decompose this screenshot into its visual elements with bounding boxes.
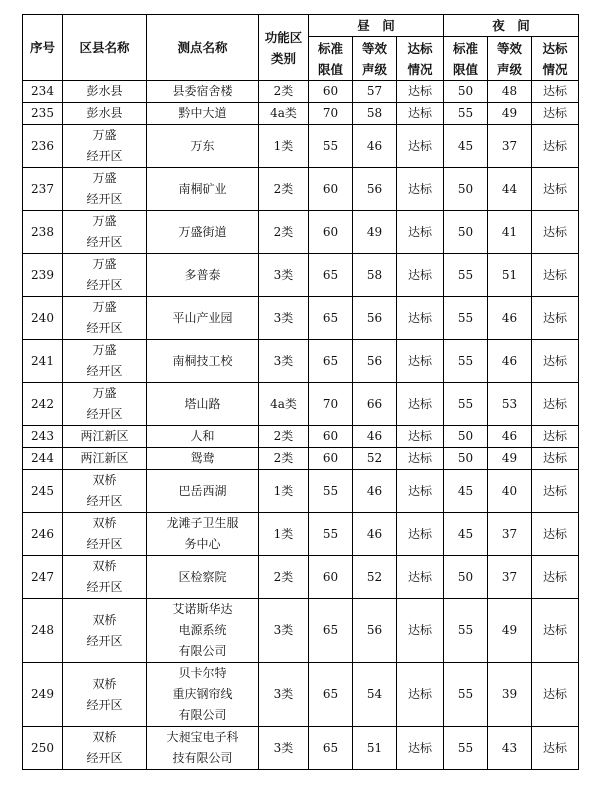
row-district-cell: 彭水县 bbox=[63, 103, 147, 125]
row-site-cell: 平山产业园 bbox=[147, 297, 259, 340]
table-row bbox=[23, 513, 579, 556]
row-night-limit-cell: 55 bbox=[444, 254, 488, 297]
row-site-cell: 塔山路 bbox=[147, 383, 259, 426]
row-day-limit-cell: 55 bbox=[309, 513, 353, 556]
row-night-level-cell: 46 bbox=[488, 340, 532, 383]
header-night: 夜 间 bbox=[444, 15, 579, 37]
row-day-status-cell: 达标 bbox=[397, 599, 444, 663]
row-day-limit-cell: 55 bbox=[309, 470, 353, 513]
row-night-status-cell: 达标 bbox=[532, 103, 579, 125]
row-district-cell: 双桥 经开区 bbox=[63, 513, 147, 556]
row-zone-cell: 4a类 bbox=[259, 103, 309, 125]
row-district-cell: 双桥 经开区 bbox=[63, 663, 147, 727]
row-day-limit-cell: 70 bbox=[309, 383, 353, 426]
row-day-limit-cell: 65 bbox=[309, 663, 353, 727]
row-day-status-cell: 达标 bbox=[397, 340, 444, 383]
row-day-status-cell: 达标 bbox=[397, 383, 444, 426]
row-night-status-cell: 达标 bbox=[532, 211, 579, 254]
table-row bbox=[23, 81, 579, 103]
row-site-cell: 大昶宝电子科 技有限公司 bbox=[147, 727, 259, 770]
table-row bbox=[23, 599, 579, 663]
header-site: 测点名称 bbox=[147, 15, 259, 81]
row-night-limit-cell: 50 bbox=[444, 448, 488, 470]
row-night-status-cell: 达标 bbox=[532, 448, 579, 470]
row-day-level-cell: 51 bbox=[353, 727, 397, 770]
row-day-status-cell: 达标 bbox=[397, 663, 444, 727]
table-row bbox=[23, 426, 579, 448]
row-zone-cell: 3类 bbox=[259, 297, 309, 340]
row-day-limit-cell: 65 bbox=[309, 297, 353, 340]
row-zone-cell: 2类 bbox=[259, 81, 309, 103]
row-night-limit-cell: 50 bbox=[444, 81, 488, 103]
row-site-cell: 艾诺斯华达 电源系统 有限公司 bbox=[147, 599, 259, 663]
row-night-status-cell: 达标 bbox=[532, 599, 579, 663]
row-night-status-cell: 达标 bbox=[532, 556, 579, 599]
header-day-status: 达标 情况 bbox=[397, 37, 444, 81]
row-day-level-cell: 52 bbox=[353, 448, 397, 470]
row-night-level-cell: 49 bbox=[488, 599, 532, 663]
row-night-level-cell: 46 bbox=[488, 297, 532, 340]
row-night-level-cell: 48 bbox=[488, 81, 532, 103]
row-night-status-cell: 达标 bbox=[532, 383, 579, 426]
row-night-limit-cell: 50 bbox=[444, 556, 488, 599]
row-night-level-cell: 51 bbox=[488, 254, 532, 297]
table-row bbox=[23, 383, 579, 426]
row-night-level-cell: 46 bbox=[488, 426, 532, 448]
table-header bbox=[23, 15, 579, 81]
row-district-cell: 两江新区 bbox=[63, 448, 147, 470]
table-row bbox=[23, 470, 579, 513]
row-zone-cell: 1类 bbox=[259, 513, 309, 556]
row-day-limit-cell: 60 bbox=[309, 168, 353, 211]
row-district-cell: 双桥 经开区 bbox=[63, 727, 147, 770]
row-night-status-cell: 达标 bbox=[532, 125, 579, 168]
row-zone-cell: 2类 bbox=[259, 448, 309, 470]
row-day-status-cell: 达标 bbox=[397, 727, 444, 770]
row-site-cell: 县委宿舍楼 bbox=[147, 81, 259, 103]
row-night-limit-cell: 50 bbox=[444, 426, 488, 448]
table-row bbox=[23, 211, 579, 254]
row-site-cell: 龙滩子卫生服 务中心 bbox=[147, 513, 259, 556]
row-day-status-cell: 达标 bbox=[397, 513, 444, 556]
row-seq-cell: 243 bbox=[23, 426, 63, 448]
header-day-level: 等效 声级 bbox=[353, 37, 397, 81]
row-night-limit-cell: 55 bbox=[444, 103, 488, 125]
row-district-cell: 万盛 经开区 bbox=[63, 125, 147, 168]
row-night-limit-cell: 55 bbox=[444, 599, 488, 663]
row-day-level-cell: 56 bbox=[353, 168, 397, 211]
row-district-cell: 万盛 经开区 bbox=[63, 211, 147, 254]
row-zone-cell: 3类 bbox=[259, 727, 309, 770]
row-day-status-cell: 达标 bbox=[397, 448, 444, 470]
row-day-limit-cell: 60 bbox=[309, 448, 353, 470]
row-day-status-cell: 达标 bbox=[397, 211, 444, 254]
table-row bbox=[23, 556, 579, 599]
row-site-cell: 南桐技工校 bbox=[147, 340, 259, 383]
row-site-cell: 多普泰 bbox=[147, 254, 259, 297]
row-zone-cell: 2类 bbox=[259, 211, 309, 254]
row-night-status-cell: 达标 bbox=[532, 254, 579, 297]
row-night-status-cell: 达标 bbox=[532, 513, 579, 556]
row-district-cell: 万盛 经开区 bbox=[63, 254, 147, 297]
row-night-limit-cell: 45 bbox=[444, 470, 488, 513]
row-site-cell: 区检察院 bbox=[147, 556, 259, 599]
row-seq-cell: 238 bbox=[23, 211, 63, 254]
row-night-level-cell: 49 bbox=[488, 103, 532, 125]
row-night-status-cell: 达标 bbox=[532, 168, 579, 211]
row-day-status-cell: 达标 bbox=[397, 254, 444, 297]
header-night-level: 等效 声级 bbox=[488, 37, 532, 81]
row-seq-cell: 246 bbox=[23, 513, 63, 556]
row-zone-cell: 3类 bbox=[259, 599, 309, 663]
row-day-limit-cell: 70 bbox=[309, 103, 353, 125]
row-day-status-cell: 达标 bbox=[397, 81, 444, 103]
row-district-cell: 双桥 经开区 bbox=[63, 470, 147, 513]
row-day-level-cell: 58 bbox=[353, 103, 397, 125]
row-seq-cell: 239 bbox=[23, 254, 63, 297]
row-night-limit-cell: 55 bbox=[444, 663, 488, 727]
row-night-status-cell: 达标 bbox=[532, 426, 579, 448]
header-district: 区县名称 bbox=[63, 15, 147, 81]
row-night-status-cell: 达标 bbox=[532, 340, 579, 383]
row-day-level-cell: 46 bbox=[353, 426, 397, 448]
row-day-limit-cell: 65 bbox=[309, 727, 353, 770]
header-night-limit: 标准 限值 bbox=[444, 37, 488, 81]
row-day-limit-cell: 65 bbox=[309, 599, 353, 663]
row-seq-cell: 248 bbox=[23, 599, 63, 663]
row-night-level-cell: 41 bbox=[488, 211, 532, 254]
row-day-level-cell: 46 bbox=[353, 470, 397, 513]
row-night-level-cell: 53 bbox=[488, 383, 532, 426]
row-site-cell: 巴岳西湖 bbox=[147, 470, 259, 513]
row-zone-cell: 2类 bbox=[259, 168, 309, 211]
row-seq-cell: 242 bbox=[23, 383, 63, 426]
row-day-limit-cell: 65 bbox=[309, 254, 353, 297]
row-night-level-cell: 40 bbox=[488, 470, 532, 513]
row-zone-cell: 3类 bbox=[259, 663, 309, 727]
row-night-level-cell: 37 bbox=[488, 556, 532, 599]
row-day-level-cell: 66 bbox=[353, 383, 397, 426]
row-site-cell: 鸳鸯 bbox=[147, 448, 259, 470]
row-night-level-cell: 37 bbox=[488, 125, 532, 168]
row-district-cell: 两江新区 bbox=[63, 426, 147, 448]
row-zone-cell: 3类 bbox=[259, 254, 309, 297]
row-day-level-cell: 58 bbox=[353, 254, 397, 297]
row-night-limit-cell: 55 bbox=[444, 727, 488, 770]
row-day-level-cell: 46 bbox=[353, 125, 397, 168]
row-day-limit-cell: 60 bbox=[309, 556, 353, 599]
row-night-status-cell: 达标 bbox=[532, 663, 579, 727]
table-row bbox=[23, 168, 579, 211]
table-body bbox=[23, 81, 579, 770]
row-night-status-cell: 达标 bbox=[532, 727, 579, 770]
row-seq-cell: 241 bbox=[23, 340, 63, 383]
row-day-status-cell: 达标 bbox=[397, 125, 444, 168]
row-night-limit-cell: 55 bbox=[444, 297, 488, 340]
row-zone-cell: 1类 bbox=[259, 125, 309, 168]
row-seq-cell: 234 bbox=[23, 81, 63, 103]
row-day-level-cell: 57 bbox=[353, 81, 397, 103]
row-zone-cell: 4a类 bbox=[259, 383, 309, 426]
header-seq: 序号 bbox=[23, 15, 63, 81]
row-district-cell: 万盛 经开区 bbox=[63, 383, 147, 426]
row-seq-cell: 247 bbox=[23, 556, 63, 599]
document-page bbox=[22, 14, 578, 770]
table-row bbox=[23, 340, 579, 383]
row-site-cell: 黔中大道 bbox=[147, 103, 259, 125]
row-night-level-cell: 43 bbox=[488, 727, 532, 770]
row-night-level-cell: 39 bbox=[488, 663, 532, 727]
row-day-status-cell: 达标 bbox=[397, 297, 444, 340]
row-district-cell: 万盛 经开区 bbox=[63, 168, 147, 211]
header-day: 昼 间 bbox=[309, 15, 444, 37]
row-district-cell: 彭水县 bbox=[63, 81, 147, 103]
row-zone-cell: 2类 bbox=[259, 556, 309, 599]
row-seq-cell: 249 bbox=[23, 663, 63, 727]
row-seq-cell: 245 bbox=[23, 470, 63, 513]
row-day-limit-cell: 65 bbox=[309, 340, 353, 383]
row-district-cell: 万盛 经开区 bbox=[63, 297, 147, 340]
row-seq-cell: 240 bbox=[23, 297, 63, 340]
table-row bbox=[23, 103, 579, 125]
row-site-cell: 贝卡尔特 重庆钢帘线 有限公司 bbox=[147, 663, 259, 727]
row-site-cell: 人和 bbox=[147, 426, 259, 448]
row-day-level-cell: 46 bbox=[353, 513, 397, 556]
row-day-level-cell: 54 bbox=[353, 663, 397, 727]
row-day-status-cell: 达标 bbox=[397, 168, 444, 211]
table-row bbox=[23, 297, 579, 340]
table-row bbox=[23, 727, 579, 770]
header-zone-type: 功能区 类别 bbox=[259, 15, 309, 81]
row-day-status-cell: 达标 bbox=[397, 426, 444, 448]
row-site-cell: 南桐矿业 bbox=[147, 168, 259, 211]
row-night-limit-cell: 45 bbox=[444, 125, 488, 168]
header-day-limit: 标准 限值 bbox=[309, 37, 353, 81]
row-seq-cell: 244 bbox=[23, 448, 63, 470]
header-night-status: 达标 情况 bbox=[532, 37, 579, 81]
row-zone-cell: 3类 bbox=[259, 340, 309, 383]
row-night-limit-cell: 55 bbox=[444, 383, 488, 426]
row-day-level-cell: 52 bbox=[353, 556, 397, 599]
row-night-limit-cell: 45 bbox=[444, 513, 488, 556]
row-district-cell: 双桥 经开区 bbox=[63, 599, 147, 663]
row-night-status-cell: 达标 bbox=[532, 297, 579, 340]
table-row bbox=[23, 125, 579, 168]
row-zone-cell: 2类 bbox=[259, 426, 309, 448]
table-row bbox=[23, 663, 579, 727]
row-night-limit-cell: 50 bbox=[444, 211, 488, 254]
row-day-status-cell: 达标 bbox=[397, 470, 444, 513]
row-night-level-cell: 37 bbox=[488, 513, 532, 556]
table-row bbox=[23, 448, 579, 470]
row-day-limit-cell: 60 bbox=[309, 211, 353, 254]
row-site-cell: 万盛街道 bbox=[147, 211, 259, 254]
row-day-status-cell: 达标 bbox=[397, 103, 444, 125]
row-seq-cell: 236 bbox=[23, 125, 63, 168]
row-night-limit-cell: 50 bbox=[444, 168, 488, 211]
row-district-cell: 双桥 经开区 bbox=[63, 556, 147, 599]
row-night-limit-cell: 55 bbox=[444, 340, 488, 383]
row-day-level-cell: 56 bbox=[353, 599, 397, 663]
row-night-status-cell: 达标 bbox=[532, 470, 579, 513]
row-day-limit-cell: 60 bbox=[309, 81, 353, 103]
row-night-status-cell: 达标 bbox=[532, 81, 579, 103]
table-row bbox=[23, 254, 579, 297]
row-day-level-cell: 49 bbox=[353, 211, 397, 254]
row-zone-cell: 1类 bbox=[259, 470, 309, 513]
row-day-status-cell: 达标 bbox=[397, 556, 444, 599]
row-seq-cell: 235 bbox=[23, 103, 63, 125]
row-seq-cell: 250 bbox=[23, 727, 63, 770]
row-seq-cell: 237 bbox=[23, 168, 63, 211]
row-day-level-cell: 56 bbox=[353, 340, 397, 383]
row-district-cell: 万盛 经开区 bbox=[63, 340, 147, 383]
row-night-level-cell: 49 bbox=[488, 448, 532, 470]
row-day-limit-cell: 60 bbox=[309, 426, 353, 448]
noise-monitoring-table bbox=[22, 14, 579, 770]
row-site-cell: 万东 bbox=[147, 125, 259, 168]
row-day-limit-cell: 55 bbox=[309, 125, 353, 168]
row-night-level-cell: 44 bbox=[488, 168, 532, 211]
row-day-level-cell: 56 bbox=[353, 297, 397, 340]
